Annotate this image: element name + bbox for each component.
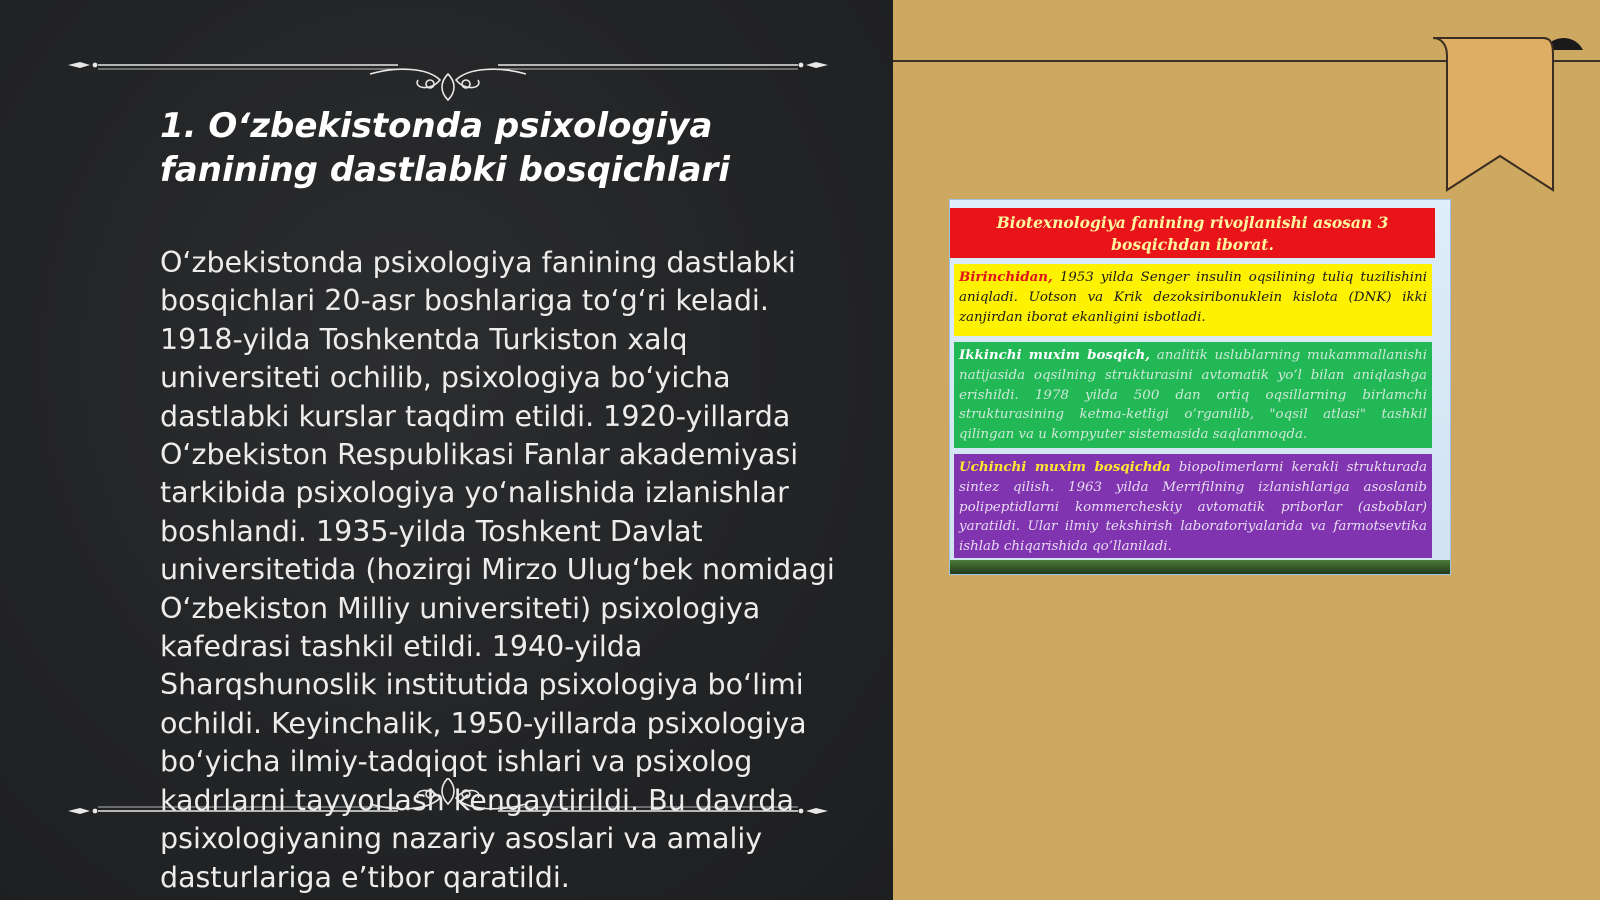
stage-text: analitik uslublarning mukammallanishi natijasida oqsilning strukturasini avtomatik yo’l bilan aniqlashga erishildi. 1978 yilda 500 dan ortiq oqsillarning birlamchi strukturasining ketma-ketligi o’rganilib, "oqsil atlasi" tashkil qilingan va u kompyuter sistemasida saqlanmoqda.	[959, 348, 1428, 443]
stage-text: 1953 yilda Senger insulin oqsilining tuliq tuzilishini aniqladi. Uotson va Krik dezoksiribonuklein kislota (DNK) ikki zanjirdan iborat ekanligini isbotladi.	[959, 270, 1427, 325]
stages-figure	[950, 200, 1450, 574]
grass-strip	[950, 560, 1450, 574]
stage-box-second	[954, 342, 1432, 448]
ornamental-divider-top	[68, 52, 828, 102]
figure-title: Biotexnologiya fanining rivojlanishi asosan 3 bosqichdan iborat.	[950, 208, 1435, 258]
stage-lead: Uchinchi muxim bosqichda	[959, 459, 1171, 475]
slide-title: 1. O‘zbekistonda psixologiya fanining dastlabki bosqichlari	[160, 106, 730, 190]
bookmark-ribbon-icon	[1423, 30, 1593, 205]
stage-lead: Ikkinchi muxim bosqich,	[959, 347, 1150, 363]
stage-text: biopolimerlarni kerakli strukturada sintez qilish. 1963 yilda Merrifilning izlanishlariga asoslanib polipeptidlarni kommercheskiy avtomatik priborlar (asboblar) yaratildi. Ular ilmiy tekshirish laboratoriyalarida va farmotsevtika ishlab chiqarishida qo’llaniladi.	[959, 460, 1427, 555]
stage-box-first	[954, 264, 1432, 336]
stage-box-third	[954, 454, 1432, 558]
stage-lead: Birinchidan,	[959, 269, 1053, 285]
ornamental-divider-bottom	[68, 778, 828, 828]
slide-body-text: O‘zbekistonda psixologiya fanining dastlabki bosqichlari 20-asr boshlariga to‘g‘ri keladi. 1918-yilda Toshkentda Turkiston xalq universiteti ochilib, psixologiya bo‘yicha dastlabki kurslar taqdim etildi. 1920-yillarda O‘zbekiston Respublikasi Fanlar akademiyasi tarkibida psixologiya yo‘nalishida izlanishlar boshlandi. 1935-yilda Toshkent Davlat universitetida (hozirgi Mirzo Ulug‘bek nomidagi O‘zbekiston Milliy universiteti) psixologiya kafedrasi tashkil etildi. 1940-yilda Sharqshunoslik institutida psixologiya bo‘limi ochildi. Keyinchalik, 1950-yillarda psixologiya bo‘yicha ilmiy-tadqiqot ishlari va psixolog kadrlarni tayyorlash kengaytirildi. Bu davrda psixologiyaning nazariy asoslari va amaliy dasturlariga e’tibor qaratildi.	[160, 246, 835, 894]
